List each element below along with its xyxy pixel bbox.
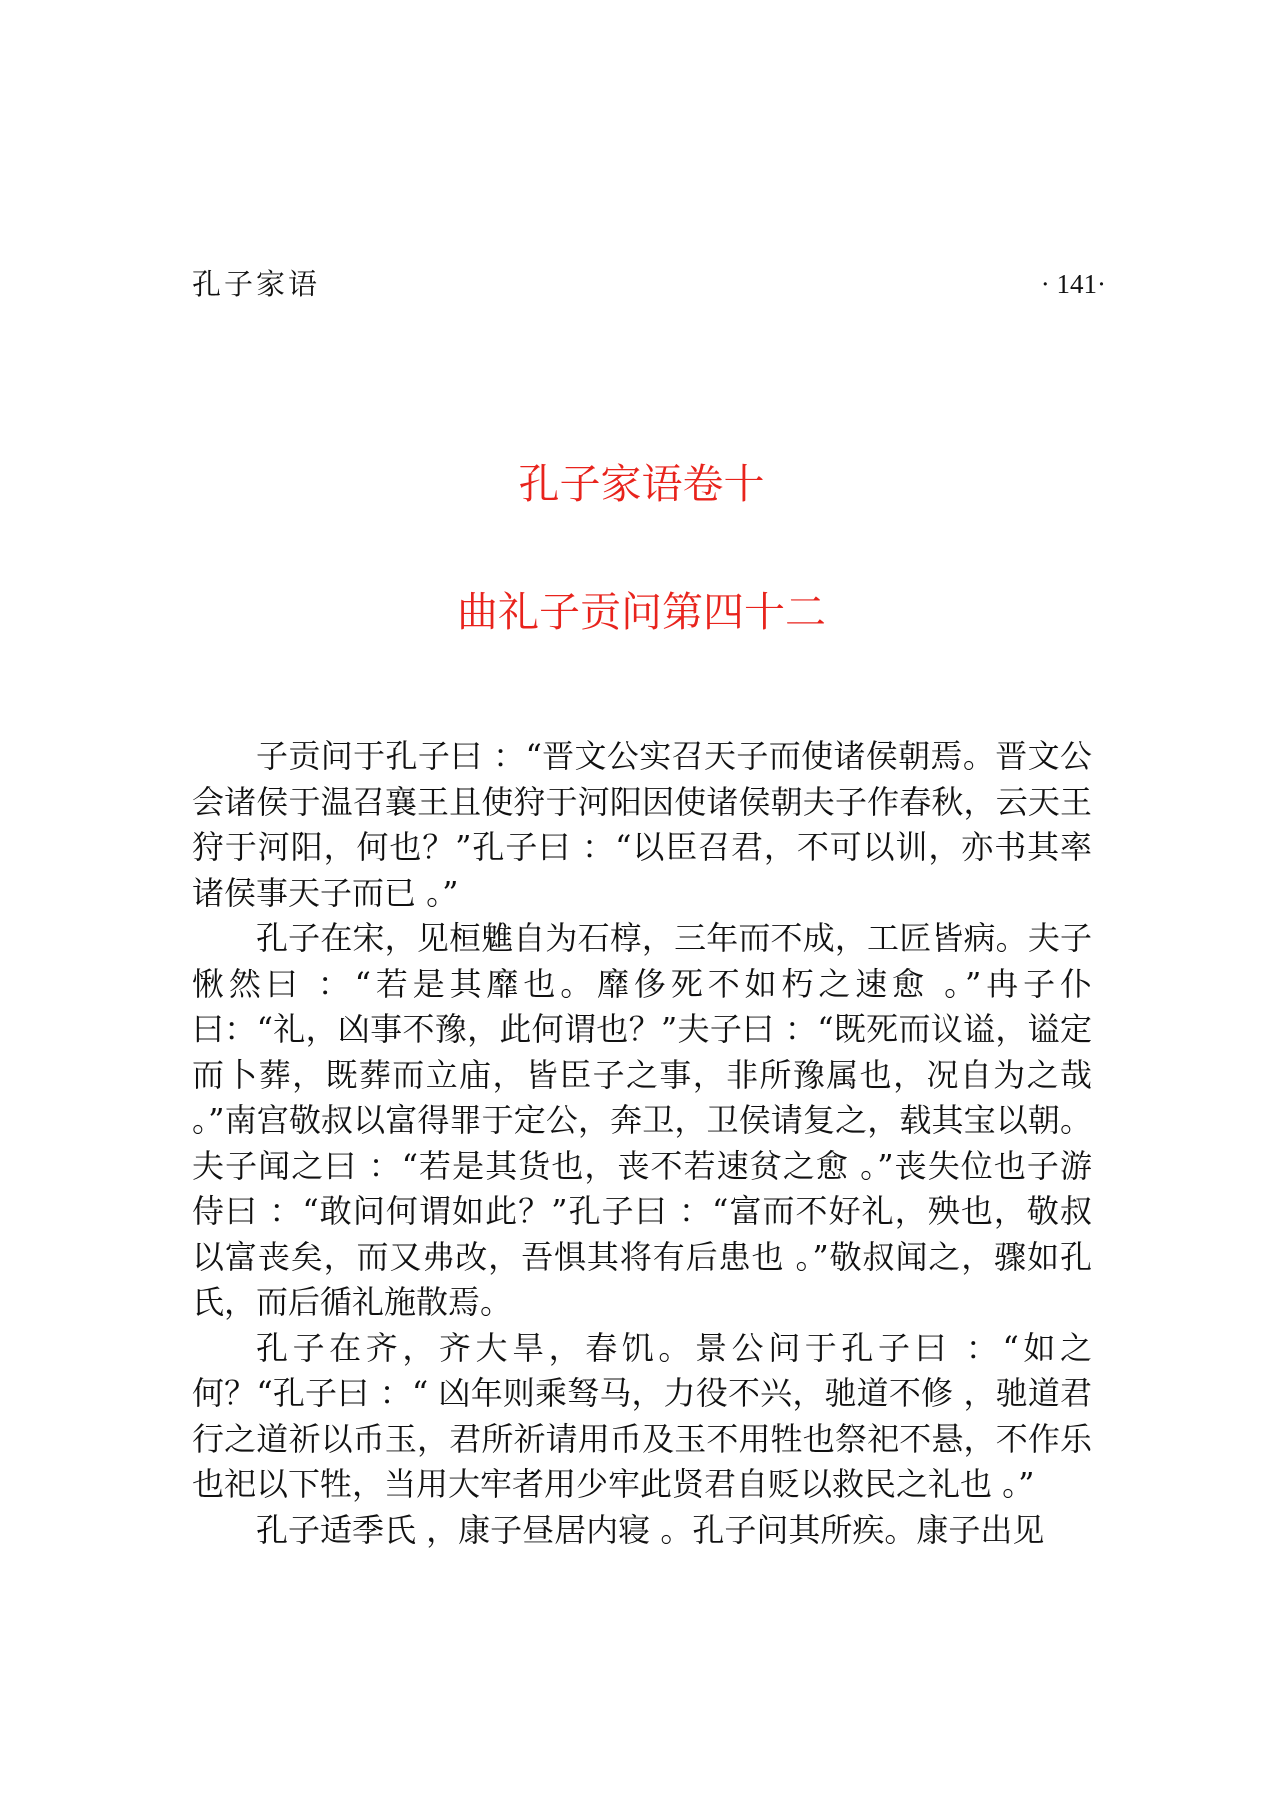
book-title: 孔子家语 [192,267,321,301]
running-head [192,264,1106,304]
paragraph-qi-drought: 孔子在齐，齐大旱，春饥。景公问于孔子曰 ：“如之何？“孔子曰 ：“ 凶年则乘驽马，力役不兴，驰道不修 ，驰道君行之道祈以币玉，君所祈请用币及玉不用牲也祭祀不悬，不作乐也祀以下牲，当用大牢者用少牢此贤君自贬以救民之礼也 。” [192,1328,1092,1503]
paragraph-zigong-question: 子贡问于孔子曰 ：“晋文公实召天子而使诸侯朝焉。晋文公会诸侯于温召襄王且使狩于河阳因使诸侯朝夫子作春秋，云天王狩于河阳，何也？”孔子曰 ：“以臣召君，不可以训，亦书其率诸侯事天子而已 。” [192,737,1092,912]
volume-title: 孔子家语卷十 [518,460,765,508]
body-text [192,734,1092,1553]
chapter-title: 曲礼子贡问第四十二 [457,588,826,636]
paragraph-jishi-visit: 孔子适季氏 ，康子昼居内寝 。孔子问其所疾。康子出见 [256,1510,1045,1549]
page-number: · 141· [1040,269,1106,299]
paragraph-song-stone-coffin: 孔子在宋，见桓魋自为石椁，三年而不成，工匠皆病。夫子愀然曰 ：“若是其靡也。靡侈死不如朽之速愈 。”冉子仆曰：“礼，凶事不豫，此何谓也？”夫子曰 ：“既死而议谥，谥定而卜葬，既葬而立庙，皆臣子之事，非所豫属也，况自为之哉 。”南宫敬叔以富得罪于定公，奔卫，卫侯请复之，载其宝以朝。夫子闻之曰 ：“若是其货也，丧不若速贫之愈 。”丧失位也子游侍曰 ：“敢问何谓如此？”孔子曰 ：“富而不好礼，殃也，敬叔以富丧矣，而又弗改，吾惧其将有后患也 。”敬叔闻之，骤如孔氏，而后循礼施散焉。 [192,919,1092,1321]
